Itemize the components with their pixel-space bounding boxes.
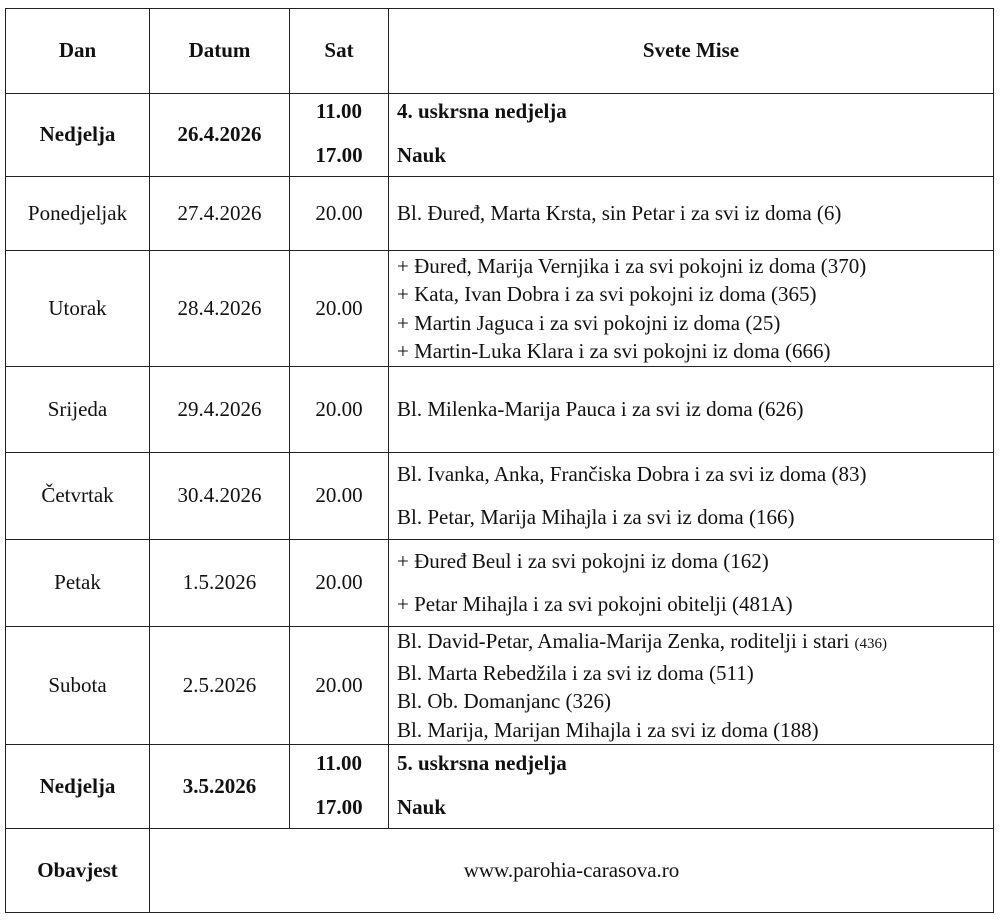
mass-entry: Bl. Marija, Marijan Mihajla i za svi iz doma (188) [397, 717, 819, 742]
mass-entry-number: (436) [854, 636, 888, 652]
row-time: 11.00 [315, 750, 363, 775]
mass-entry: Bl. Ob. Domanjanc (326) [397, 689, 612, 713]
row-time: 11.00 [315, 99, 363, 123]
row-masses [389, 745, 994, 829]
row-time: 20.00 [290, 540, 389, 627]
notice-row [6, 829, 994, 913]
row-masses [389, 94, 994, 177]
mass-entry: Bl. Đuređ, Marta Krsta, sin Petar i za svi iz doma (6) [389, 177, 994, 251]
row-times [290, 745, 389, 829]
row-time: 17.00 [315, 143, 363, 167]
mass-entry: + Martin Jaguca i za svi pokojni iz doma (25) [397, 310, 781, 335]
mass-entry: + Kata, Ivan Dobra i za svi pokojni iz doma (365) [397, 282, 817, 306]
row-masses [389, 627, 994, 745]
row-time: 20.00 [290, 177, 389, 251]
mass-entry: 5. uskrsna nedjelja [397, 750, 567, 775]
header-time: Sat [290, 9, 389, 94]
mass-entry: Bl. Petar, Marija Mihajla i za svi iz doma (166) [397, 505, 795, 529]
table-row [6, 453, 994, 540]
row-date: 1.5.2026 [150, 540, 290, 627]
row-day: Četvrtak [6, 453, 150, 540]
mass-entry: + Đuređ Beul i za svi pokojni iz doma (162) [397, 549, 769, 573]
row-masses [389, 251, 994, 367]
header-row [6, 9, 994, 94]
notice-label: Obavjest [6, 829, 150, 913]
row-time: 20.00 [290, 367, 389, 453]
mass-entry: Nauk [397, 794, 447, 819]
row-times [290, 94, 389, 177]
row-date: 27.4.2026 [150, 177, 290, 251]
row-date: 3.5.2026 [150, 745, 290, 829]
mass-entry: + Martin-Luka Klara i za svi pokojni iz doma (666) [397, 339, 831, 363]
row-date: 30.4.2026 [150, 453, 290, 540]
header-masses: Svete Mise [389, 9, 994, 94]
row-time: 20.00 [290, 453, 389, 540]
row-time: 20.00 [290, 251, 389, 367]
table-row [6, 627, 994, 745]
row-date: 2.5.2026 [150, 627, 290, 745]
row-date: 28.4.2026 [150, 251, 290, 367]
row-masses [389, 540, 994, 627]
row-day: Subota [6, 627, 150, 745]
row-day: Ponedjeljak [6, 177, 150, 251]
table-row [6, 177, 994, 251]
row-day: Srijeda [6, 367, 150, 453]
row-day: Nedjelja [6, 745, 150, 829]
table-row [6, 540, 994, 627]
table-row [6, 94, 994, 177]
row-date: 26.4.2026 [150, 94, 290, 177]
row-time: 17.00 [315, 794, 363, 819]
mass-entry: Bl. Ivanka, Anka, Frančiska Dobra i za svi iz doma (83) [397, 462, 867, 486]
mass-entry: Nauk [397, 143, 447, 167]
mass-entry: + Petar Mihajla i za svi pokojni obitelji (481A) [397, 592, 793, 616]
mass-schedule-table [5, 8, 994, 913]
header-date: Datum [150, 9, 290, 94]
row-date: 29.4.2026 [150, 367, 290, 453]
row-day: Utorak [6, 251, 150, 367]
mass-entry: 4. uskrsna nedjelja [397, 99, 567, 123]
table-row [6, 745, 994, 829]
row-masses [389, 453, 994, 540]
mass-entry: Bl. Marta Rebedžila i za svi iz doma (511) [397, 660, 754, 685]
header-day: Dan [6, 9, 150, 94]
row-day: Petak [6, 540, 150, 627]
row-day: Nedjelja [6, 94, 150, 177]
mass-entry [397, 627, 993, 659]
mass-entry: + Đuređ, Marija Vernjika i za svi pokojni iz doma (370) [397, 253, 867, 278]
table-row [6, 251, 994, 367]
mass-entry: Bl. Milenka-Marija Pauca i za svi iz doma (626) [389, 367, 994, 453]
row-time: 20.00 [290, 627, 389, 745]
mass-entry-text: Bl. David-Petar, Amalia-Marija Zenka, roditelji i stari [397, 629, 850, 653]
table-row [6, 367, 994, 453]
notice-website: www.parohia-carasova.ro [150, 829, 994, 913]
